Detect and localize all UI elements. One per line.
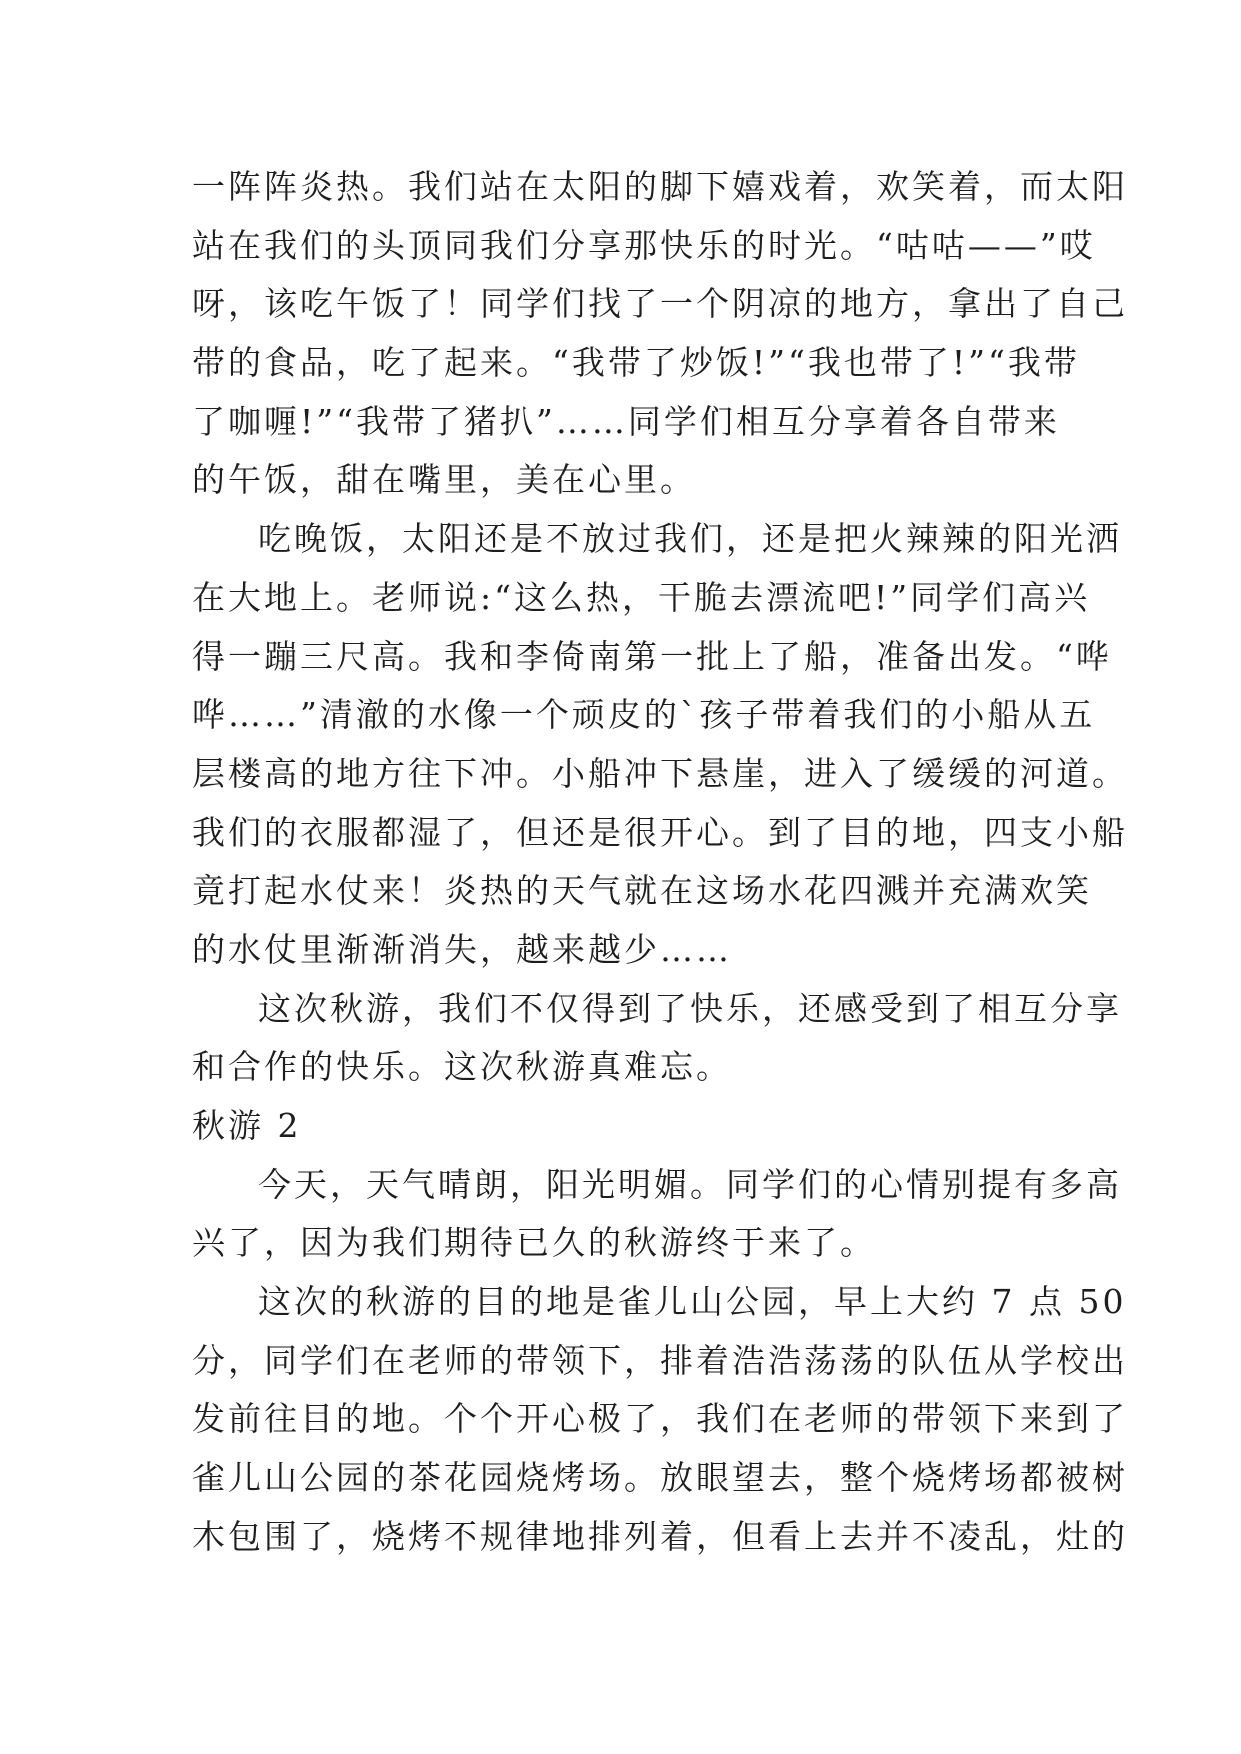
- body-text: [192, 158, 1128, 1567]
- text-line: 层楼高的地方往下冲。小船冲下悬崖，进入了缓缓的河道。: [192, 753, 1128, 793]
- text-line: 在大地上。老师说:“这么热，干脆去漂流吧!”同学们高兴: [192, 577, 1091, 617]
- text-line: 发前往目的地。个个开心极了，我们在老师的带领下来到了: [192, 1399, 1128, 1439]
- text-line: 这次秋游，我们不仅得到了快乐，还感受到了相互分享: [258, 988, 1122, 1028]
- text-line: 今天，天气晴朗，阳光明媚。同学们的心情别提有多高: [258, 1164, 1122, 1204]
- text-line: 这次的秋游的目的地是雀儿山公园，早上大约 7 点 50: [258, 1282, 1127, 1322]
- text-line: 秋游 2: [192, 1106, 302, 1145]
- text-line: 站在我们的头顶同我们分享那快乐的时光。“咕咕——”哎: [192, 225, 1096, 265]
- text-line: 的水仗里渐渐消失，越来越少……: [192, 929, 732, 969]
- text-line: 分，同学们在老师的带领下，排着浩浩荡荡的队伍从学校出: [192, 1340, 1128, 1380]
- text-line: 一阵阵炎热。我们站在太阳的脚下嬉戏着，欢笑着，而太阳: [192, 167, 1128, 206]
- text-line: 了咖喱!”“我带了猪扒”……同学们相互分享着各自带来: [192, 401, 1060, 441]
- text-line: 竟打起水仗来！炎热的天气就在这场水花四溅并充满欢笑: [192, 871, 1092, 911]
- text-line: 得一蹦三尺高。我和李倚南第一批上了船，准备出发。“哗: [192, 636, 1112, 676]
- text-line: 雀儿山公园的茶花园烧烤场。放眼望去，整个烧烤场都被树: [192, 1458, 1128, 1498]
- text-line: 和合作的快乐。这次秋游真难忘。: [192, 1047, 732, 1087]
- text-line: 兴了，因为我们期待已久的秋游终于来了。: [192, 1223, 876, 1263]
- text-line: 吃晚饭，太阳还是不放过我们，还是把火辣辣的阳光洒: [258, 519, 1122, 559]
- text-line: 带的食品，吃了起来。“我带了炒饭!”“我也带了!”“我带: [192, 343, 1080, 383]
- text-line: 我们的衣服都湿了，但还是很开心。到了目的地，四支小船: [192, 812, 1128, 852]
- text-line: 木包围了，烧烤不规律地排列着，但看上去并不凌乱，灶的: [192, 1516, 1128, 1556]
- text-line: 的午饭，甜在嘴里，美在心里。: [192, 460, 696, 500]
- text-line: 呀，该吃午饭了！同学们找了一个阴凉的地方，拿出了自己: [192, 284, 1128, 324]
- text-line: 哗……”清澈的水像一个顽皮的`孩子带着我们的小船从五: [192, 695, 1096, 735]
